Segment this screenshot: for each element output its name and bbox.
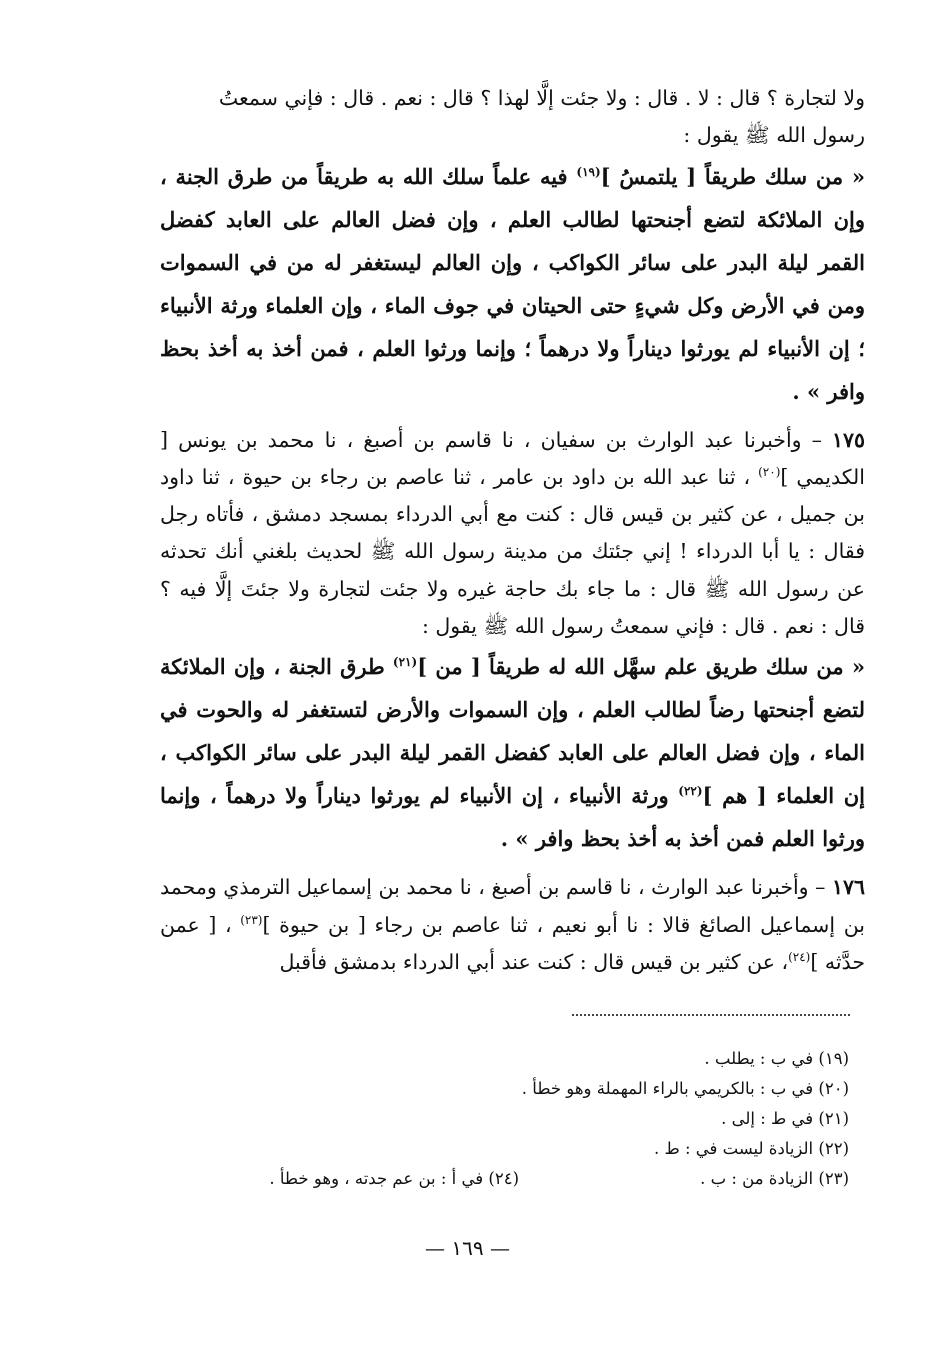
footnote-ref-22: (٢٢) — [678, 784, 703, 799]
hadith-2-part-3: ورثة الأنبياء ، إن الأنبياء لم يورثوا ديناراً ولا درهماً ، وإنما ورثوا العلم فمن أخذ به أخذ بحظ وافر » . — [160, 783, 865, 852]
report-175 — [160, 422, 865, 646]
intro-line-2: رسول الله ﷺ يقول : — [683, 123, 865, 148]
footnote-22: (٢٢) الزيادة ليست في : ط . — [653, 1139, 849, 1158]
report-176-part-3: ، عن كثير بن قيس قال : كنت عند أبي الدرداء بدمشق فأقبل — [279, 949, 789, 974]
hadith-2-part-2: طرق الجنة ، وإن الملائكة لتضع أجنحتها رضاً لطالب العلم ، وإن السموات والأرض لتستغفر له والحوت في الماء ، وإن فضل العالم على العابد كفضل القمر ليلة البدر على سائر الكواكب ، إن العلماء [ هم ] — [160, 654, 865, 809]
footnote-24: (٢٤) في أ : بن عم جدته ، وهو خطأ . — [269, 1169, 519, 1188]
main-text — [160, 80, 865, 981]
report-number-176: ١٧٦ — [831, 875, 865, 900]
footnote-ref-20: (٢٠) — [758, 465, 781, 480]
footnote-ref-23: (٢٣) — [240, 912, 263, 927]
hadith-1-part-1: « من سلك طريقاً [ يلتمسُ ] — [600, 163, 866, 189]
footnote-19: (١٩) في ب : يطلب . — [704, 1049, 849, 1068]
report-175-part-1: – وأخبرنا عبد الوارث بن سفيان ، نا قاسم بن أصبغ ، نا محمد بن يونس [ الكديمي ] — [160, 427, 865, 489]
footnote-ref-19: (١٩) — [576, 164, 601, 179]
intro-text — [160, 80, 865, 155]
hadith-2-part-1: « من سلك طريق علم سهَّل الله له طريقاً [ من ] — [417, 654, 865, 680]
footnote-23: (٢٣) الزيادة من : ب . — [700, 1169, 849, 1188]
report-175-part-2: ، ثنا عبد الله بن داود بن عامر ، ثنا عاصم بن رجاء بن حيوة ، ثنا داود بن جميل ، عن كثير بن قيس قال : كنت مع أبي الدرداء بمسجد دمشق ، فأتاه رجل فقال : يا أبا الدرداء ! إني جئتك من مدينة رسول الله ﷺ لحديث بلغني أنك تحدثه عن رسول الله ﷺ قال : ما جاء بك حاجة غيره ولا جئت لتجارة ولا جئتَ إلَّا فيه ؟ قال : نعم . قال : فإني سمعتُ رسول الله ﷺ يقول : — [160, 464, 865, 639]
footnote-21: (٢١) في ط : إلى . — [721, 1109, 849, 1128]
report-176-part-2: ، [ عمن حدَّثه ] — [160, 912, 865, 974]
hadith-1 — [160, 155, 865, 413]
footnote-ref-24: (٢٤) — [788, 950, 811, 965]
footnote-row — [159, 1164, 849, 1194]
footnote-ref-21: (٢١) — [392, 655, 418, 670]
page-number: — ١٦٩ — — [425, 1236, 510, 1260]
report-number-175: ١٧٥ — [831, 427, 865, 452]
footnote-separator — [572, 1014, 850, 1022]
report-176 — [160, 869, 865, 981]
hadith-2 — [160, 645, 865, 860]
footnote-20: (٢٠) في ب : بالكريمي بالراء المهملة وهو خطأ . — [521, 1079, 849, 1098]
report-176-part-1: – وأخبرنا عبد الوارث ، نا قاسم بن أصبغ ، نا محمد بن إسماعيل الترمذي ومحمد بن إسماعيل الصائغ قالا : نا أبو نعيم ، ثنا عاصم بن رجاء [ بن حيوة ] — [160, 875, 866, 937]
hadith-1-part-2: فيه علماً سلك الله به طريقاً من طرق الجنة ، وإن الملائكة لتضع أجنحتها لطالب العلم ، وإن فضل العالم على العابد كفضل القمر ليلة البدر على سائر الكواكب ، وإن العالم ليستغفر له من في السموات ومن في الأرض وكل شيءٍ حتى الحيتان في جوف الماء ، وإن العلماء ورثة الأنبياء ؛ إن الأنبياء لم يورثوا ديناراً ولا درهماً ؛ وإنما ورثوا العلم ، فمن أخذ به أخذ بحظ وافر » . — [160, 163, 865, 404]
footnotes — [159, 1044, 849, 1194]
intro-line-1: ولا لتجارة ؟ قال : لا . قال : ولا جئت إلَّا لهذا ؟ قال : نعم . قال : فإني سمعتُ — [218, 86, 865, 110]
